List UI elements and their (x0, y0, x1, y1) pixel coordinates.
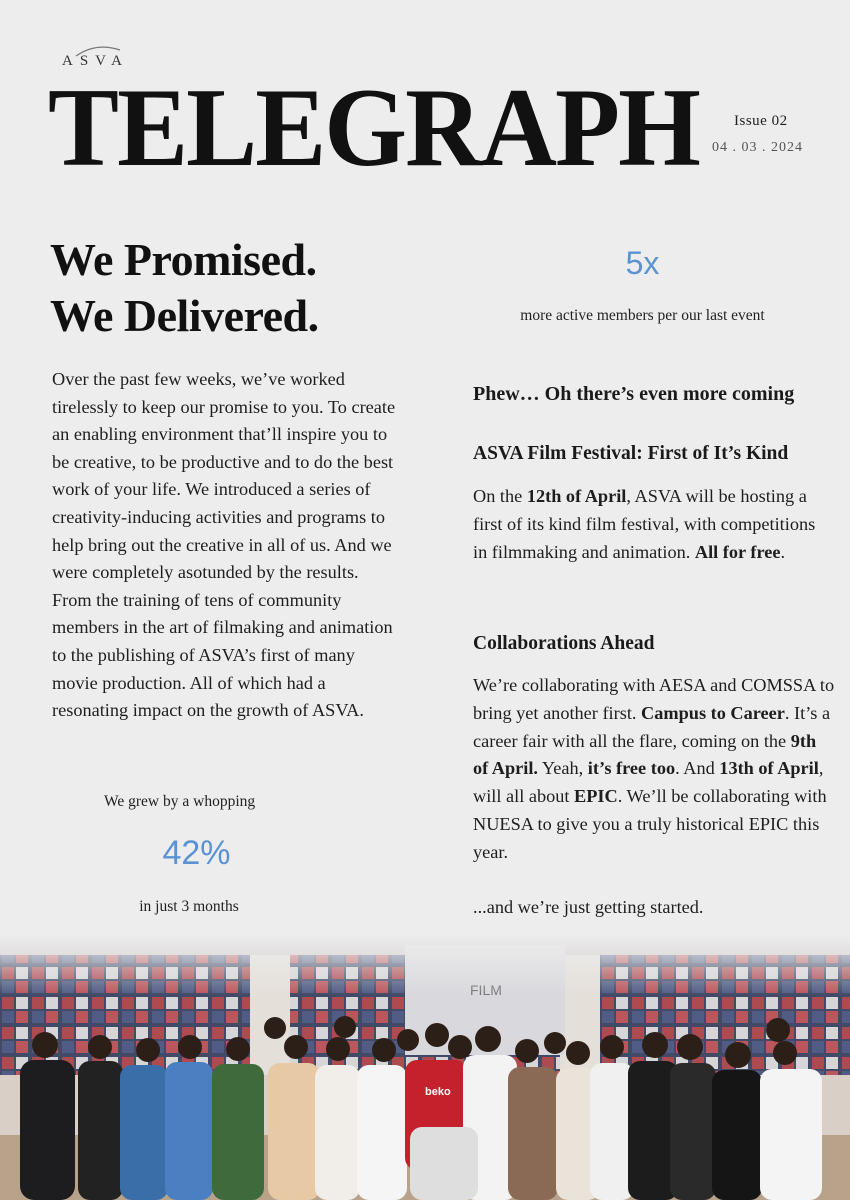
members-stat: 5x (625, 245, 660, 281)
film-festival-heading: ASVA Film Festival: First of It’s Kind (473, 443, 789, 464)
free-too: it’s free too (587, 758, 676, 779)
headline-line-2: We Delivered. (50, 290, 319, 341)
growth-outro: in just 3 months (139, 898, 239, 915)
teaser-line: Phew… Oh there’s even more coming (473, 383, 795, 405)
group-photo (0, 935, 850, 1200)
campus-to-career: Campus to Career (641, 702, 785, 723)
collaborations-heading: Collaborations Ahead (473, 633, 655, 654)
film-date: 12th of April (526, 486, 627, 506)
members-caption: more active members per our last event (520, 307, 765, 324)
issue-date: 04 . 03 . 2024 (712, 140, 803, 155)
epic-name: EPIC (574, 786, 618, 807)
epic-date: 13th of April (719, 758, 819, 779)
intro-paragraph: Over the past few weeks, we’ve worked tirelessly to keep our promise to you. To create an enabling environment that’ll inspire you to be creative, to be productive and to do the best work of your life. We introduced a series of creativity-inducing activities and programs to help bring out the creative in all of us. And we were completely asotunded by the results. From the training of tens of community members in the art of filmaking and animation to the publishing of ASVA’s first of many movie production. All of which had a resonating impact on the growth of ASVA. (52, 369, 396, 721)
jersey-text: beko (425, 1086, 451, 1098)
career-fair-date: 9th of April. (473, 730, 817, 779)
masthead-title: TELEGRAPH (48, 66, 699, 190)
film-festival-paragraph: On the 12th of April, ASVA will be hosting a first of its kind film festival, with competitions in filmmaking and animation. All for free. (473, 486, 816, 562)
headline (50, 232, 319, 344)
headline-line-1: We Promised. (50, 234, 317, 285)
growth-intro: We grew by a whopping (104, 793, 256, 810)
collaborations-paragraph: We’re collaborating with AESA and COMSSA to bring yet another first. Campus to Career. It’s a career fair with all the flare, coming on the 9th of April. Yeah, it’s free too. And 13th of April, will all about EPIC. We’ll be collaborating with NUESA to give you a truly historical EPIC this year. (473, 675, 835, 862)
growth-stat: 42% (162, 834, 231, 872)
issue-number: Issue 02 (734, 113, 788, 129)
logo-text: ASVA (62, 53, 129, 69)
film-free: All for free (694, 541, 781, 562)
closing-line: ...and we’re just getting started. (473, 897, 704, 917)
